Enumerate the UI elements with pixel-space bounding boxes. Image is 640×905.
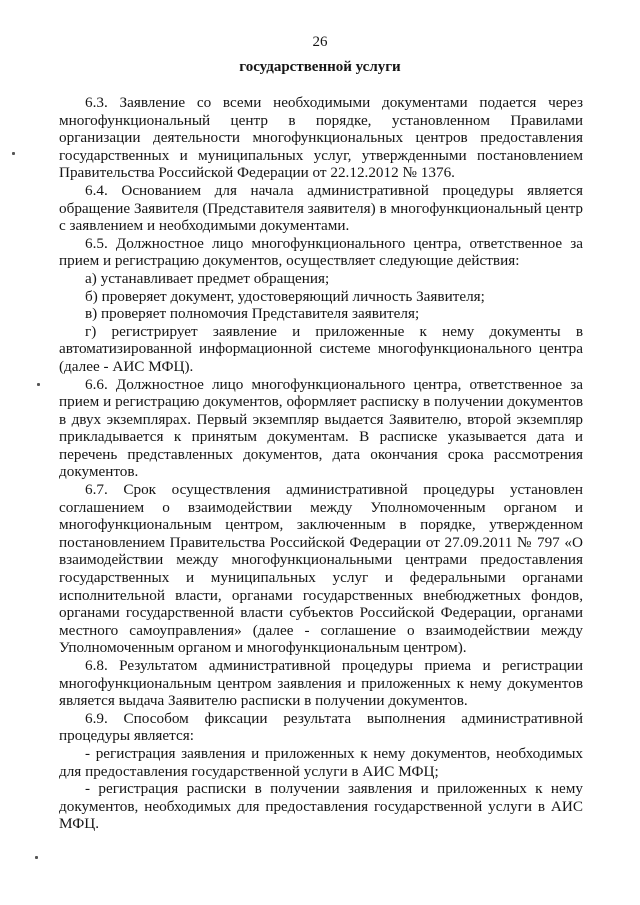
list-item-g: г) регистрирует заявление и приложенные к нему документы в автоматизированной информационной системе многофункционального центра (далее - АИС МФЦ). [59, 322, 583, 375]
paragraph-6-9: 6.9. Способом фиксации результата выполнения административной процедуры является: [59, 709, 583, 745]
section-heading: государственной услуги [239, 59, 401, 75]
list-item-dash-1: - регистрация заявления и приложенных к нему документов, необходимых для предоставления государственной услуги в АИС МФЦ; [59, 744, 583, 780]
scan-speck [37, 383, 40, 386]
scan-speck [12, 152, 15, 155]
scan-speck [35, 856, 38, 859]
paragraph-6-8: 6.8. Результатом административной процедуры приема и регистрации многофункциональным центром заявления и приложенных к нему документов является выдача Заявителю расписки в получении документов. [59, 657, 583, 710]
paragraph-6-5: 6.5. Должностное лицо многофункционального центра, ответственное за прием и регистрацию документов, осуществляет следующие действия: [59, 234, 583, 270]
list-item-dash-2: - регистрация расписки в получении заявления и приложенных к нему документов, необходимых для предоставления государственной услуги в АИС МФЦ. [59, 780, 583, 833]
document-body [59, 94, 583, 833]
paragraph-6-6: 6.6. Должностное лицо многофункционального центра, ответственное за прием и регистрацию документов, оформляет расписку в получении документов в двух экземплярах. Первый экземпляр выдается Заявителю, второй экземпляр прикладывается к принятым документам. В расписке указывается дата и перечень представленных документов, дата окончания срока рассмотрения документов. [59, 375, 583, 481]
paragraph-6-7: 6.7. Срок осуществления административной процедуры установлен соглашением о взаимодействии между Уполномоченным органом и многофункциональным центром, заключенным в порядке, утвержденном постановлением Правительства Российской Федерации от 27.09.2011 № 797 «О взаимодействии между многофункциональными центрами предоставления государственных и муниципальных услуг и федеральными органами исполнительной власти, органами государственных внебюджетных фондов, органами государственной власти субъектов Российской Федерации, органами местного самоуправления» (далее - соглашение о взаимодействии между Уполномоченным органом и многофункциональным центром). [59, 481, 583, 657]
list-item-b: б) проверяет документ, удостоверяющий личность Заявителя; [85, 287, 485, 305]
paragraph-6-4: 6.4. Основанием для начала административной процедуры является обращение Заявителя (Представителя заявителя) в многофункциональный центр с заявлением и необходимыми документами. [59, 181, 583, 235]
paragraph-6-3: 6.3. Заявление со всеми необходимыми документами подается через многофункциональный центр в порядке, установленном Правилами организации деятельности многофункциональных центров предоставления государственных и муниципальных услуг, утвержденными постановлением Правительства Российской Федерации от 22.12.2012 № 1376. [59, 94, 583, 182]
list-item-a: а) устанавливает предмет обращения; [85, 269, 330, 287]
page-number: 26 [312, 34, 328, 50]
list-item-v: в) проверяет полномочия Представителя заявителя; [85, 305, 420, 323]
